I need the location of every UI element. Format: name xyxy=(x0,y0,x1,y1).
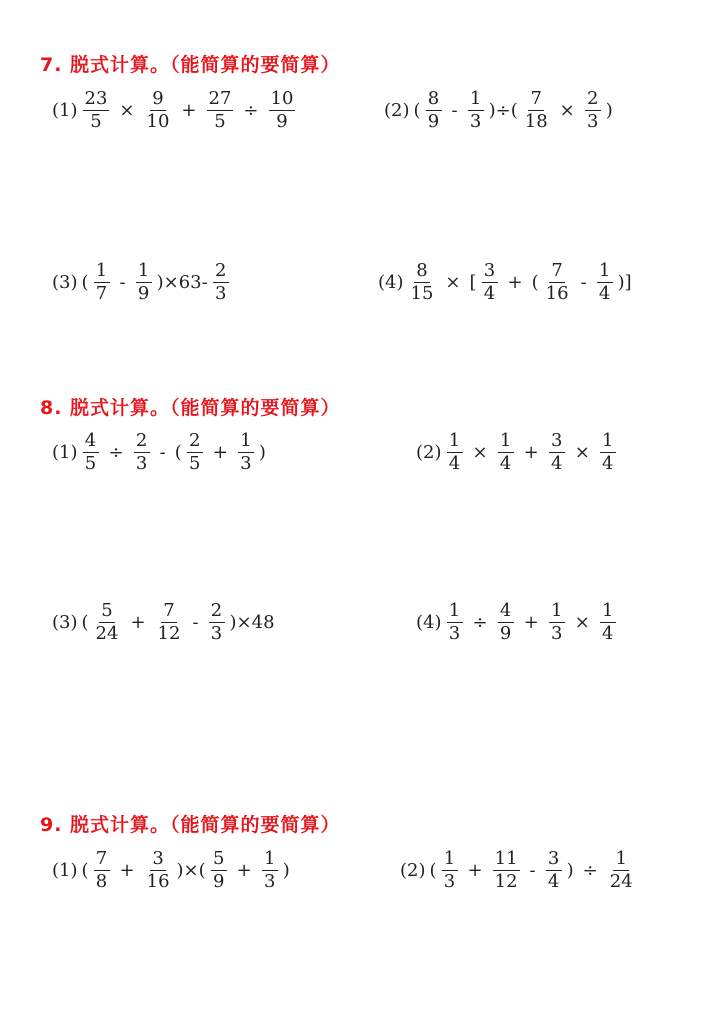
section-9-title: 9. 脱式计算。（能简算的要简算） xyxy=(40,814,341,836)
fraction xyxy=(549,599,565,644)
problem-8-2 xyxy=(416,430,619,474)
divide-sign: ÷ xyxy=(108,441,124,463)
fraction-numerator: 5 xyxy=(211,850,227,871)
minus-sign: - xyxy=(192,611,199,633)
problem-9-2 xyxy=(400,848,638,892)
fraction-numerator: 10 xyxy=(270,87,294,109)
fraction-denominator: 18 xyxy=(524,110,548,132)
fraction-numerator: 1 xyxy=(447,432,463,453)
fraction-denominator: 8 xyxy=(95,870,108,892)
fraction-numerator: 1 xyxy=(597,262,613,283)
fraction-denominator: 24 xyxy=(95,622,119,644)
fraction xyxy=(187,429,203,474)
fraction xyxy=(447,429,463,474)
bracket-symbol: ( xyxy=(81,271,89,293)
minus-sign: - xyxy=(451,99,458,121)
fraction-denominator: 5 xyxy=(84,452,97,474)
fraction xyxy=(442,847,458,892)
fraction xyxy=(498,429,514,474)
fraction-denominator: 9 xyxy=(427,110,440,132)
fraction-numerator: 3 xyxy=(150,850,166,871)
fraction xyxy=(585,87,601,132)
minus-sign: - xyxy=(580,271,587,293)
problem-number: (3) xyxy=(52,271,78,293)
bracket-symbol: )×48 xyxy=(229,611,275,633)
fraction-denominator: 5 xyxy=(214,110,226,132)
fraction-numerator: 9 xyxy=(150,90,166,111)
bracket-symbol: ) xyxy=(566,859,574,881)
fraction-numerator: 2 xyxy=(209,602,225,623)
times-sign: × xyxy=(472,441,488,463)
problem-number: (1) xyxy=(52,859,78,881)
divide-sign: ÷ xyxy=(472,611,488,633)
bracket-symbol: ) xyxy=(258,441,266,463)
fraction xyxy=(447,599,463,644)
fraction-numerator: 2 xyxy=(187,432,203,453)
fraction-numerator: 8 xyxy=(426,90,442,111)
fraction-denominator: 10 xyxy=(146,110,170,132)
problem-7-4 xyxy=(378,260,634,304)
fraction xyxy=(544,259,571,304)
bracket-symbol: ) xyxy=(605,99,613,121)
fraction-numerator: 1 xyxy=(262,850,278,871)
fraction-numerator: 7 xyxy=(94,850,110,871)
problem-number: (2) xyxy=(416,441,442,463)
fraction xyxy=(523,87,550,132)
minus-sign: - xyxy=(529,859,536,881)
plus-sign: + xyxy=(212,441,228,463)
fraction-numerator: 3 xyxy=(546,850,562,871)
bracket-symbol: [ xyxy=(469,271,477,293)
fraction-denominator: 15 xyxy=(410,282,434,304)
fraction-denominator: 24 xyxy=(609,870,633,892)
fraction-numerator: 7 xyxy=(549,262,565,283)
fraction xyxy=(482,259,498,304)
problem-9-1 xyxy=(52,848,292,892)
fraction xyxy=(597,259,613,304)
plus-sign: + xyxy=(523,611,539,633)
fraction-numerator: 1 xyxy=(238,432,254,453)
fraction-numerator: 1 xyxy=(613,850,629,871)
fraction-numerator: 2 xyxy=(213,262,229,283)
fraction-numerator: 1 xyxy=(136,262,152,283)
problem-8-1 xyxy=(52,430,268,474)
times-sign: × xyxy=(445,271,461,293)
bracket-symbol: ( xyxy=(531,271,539,293)
fraction-numerator: 1 xyxy=(600,602,616,623)
fraction-numerator: 5 xyxy=(99,602,115,623)
times-sign: × xyxy=(574,611,590,633)
fraction xyxy=(608,847,635,892)
fraction-denominator: 3 xyxy=(443,870,456,892)
problem-number: (1) xyxy=(52,441,78,463)
plus-sign: + xyxy=(119,859,135,881)
fraction-numerator: 23 xyxy=(84,87,108,109)
fraction-numerator: 1 xyxy=(600,432,616,453)
fraction-denominator: 9 xyxy=(212,870,225,892)
fraction xyxy=(94,847,110,892)
bracket-symbol: ( xyxy=(81,611,89,633)
fraction-numerator: 1 xyxy=(94,262,110,283)
fraction xyxy=(145,847,172,892)
fraction-denominator: 3 xyxy=(469,110,482,132)
fraction-denominator: 4 xyxy=(550,452,563,474)
fraction-denominator: 12 xyxy=(157,622,181,644)
problem-8-3 xyxy=(52,600,277,644)
fraction-denominator: 9 xyxy=(499,622,512,644)
fraction-denominator: 7 xyxy=(95,282,108,304)
problem-8-4 xyxy=(416,600,619,644)
fraction-denominator: 5 xyxy=(188,452,201,474)
fraction xyxy=(468,87,484,132)
section-7-title: 7. 脱式计算。（能简算的要简算） xyxy=(40,54,341,76)
fraction-denominator: 9 xyxy=(137,282,150,304)
fraction-denominator: 4 xyxy=(547,870,560,892)
fraction-denominator: 3 xyxy=(587,110,599,132)
minus-sign: - xyxy=(119,271,126,293)
fraction-numerator: 1 xyxy=(447,602,463,623)
fraction xyxy=(156,599,183,644)
fraction-denominator: 3 xyxy=(550,622,563,644)
fraction xyxy=(409,259,436,304)
fraction-denominator: 4 xyxy=(598,282,611,304)
plus-sign: + xyxy=(130,611,146,633)
plus-sign: + xyxy=(523,441,539,463)
fraction-numerator: 7 xyxy=(528,90,544,111)
fraction-numerator: 8 xyxy=(414,262,430,283)
fraction xyxy=(262,847,278,892)
bracket-symbol: )÷( xyxy=(488,99,518,121)
bracket-symbol: )] xyxy=(617,271,632,293)
bracket-symbol: ( xyxy=(429,859,437,881)
fraction xyxy=(145,87,172,132)
fraction xyxy=(238,429,254,474)
fraction-denominator: 4 xyxy=(499,452,512,474)
fraction-numerator: 3 xyxy=(482,262,498,283)
fraction xyxy=(426,87,442,132)
fraction-numerator: 1 xyxy=(549,602,565,623)
divide-sign: ÷ xyxy=(243,99,259,121)
plus-sign: + xyxy=(236,859,252,881)
fraction-denominator: 3 xyxy=(210,622,223,644)
bracket-symbol: )×( xyxy=(176,859,206,881)
problem-number: (3) xyxy=(52,611,78,633)
problem-number: (1) xyxy=(52,99,78,121)
times-sign: × xyxy=(574,441,590,463)
fraction xyxy=(94,259,110,304)
problem-number: (2) xyxy=(384,99,410,121)
fraction xyxy=(136,259,152,304)
fraction-numerator: 3 xyxy=(549,432,565,453)
fraction-numerator: 1 xyxy=(498,432,514,453)
fraction-denominator: 16 xyxy=(146,870,170,892)
fraction-numerator: 7 xyxy=(161,602,177,623)
fraction-denominator: 9 xyxy=(276,110,288,132)
fraction xyxy=(498,599,514,644)
plus-sign: + xyxy=(181,99,197,121)
fraction-numerator: 1 xyxy=(468,90,484,111)
fraction xyxy=(493,847,520,892)
fraction xyxy=(134,429,150,474)
fraction xyxy=(600,599,616,644)
bracket-symbol: ( xyxy=(81,859,89,881)
fraction-denominator: 16 xyxy=(545,282,569,304)
fraction xyxy=(94,599,121,644)
fraction-denominator: 3 xyxy=(448,622,461,644)
fraction-denominator: 3 xyxy=(240,452,252,474)
fraction-numerator: 1 xyxy=(442,850,458,871)
times-sign: × xyxy=(119,99,135,121)
fraction xyxy=(83,87,110,132)
fraction xyxy=(600,429,616,474)
times-sign: × xyxy=(559,99,575,121)
problem-7-3 xyxy=(52,260,232,304)
problem-number: (4) xyxy=(416,611,442,633)
fraction xyxy=(213,259,229,304)
fraction xyxy=(211,847,227,892)
problem-number: (4) xyxy=(378,271,404,293)
fraction-denominator: 4 xyxy=(448,452,461,474)
fraction xyxy=(207,87,234,132)
fraction-numerator: 4 xyxy=(498,602,514,623)
bracket-symbol: )×63- xyxy=(156,271,208,293)
fraction-denominator: 4 xyxy=(602,452,614,474)
fraction xyxy=(209,599,225,644)
fraction-denominator: 4 xyxy=(602,622,614,644)
plus-sign: + xyxy=(467,859,483,881)
bracket-symbol: ) xyxy=(282,859,290,881)
fraction-denominator: 3 xyxy=(135,452,148,474)
fraction xyxy=(83,429,99,474)
bracket-symbol: ( xyxy=(174,441,182,463)
section-8-title: 8. 脱式计算。（能简算的要简算） xyxy=(40,397,341,419)
problem-7-1 xyxy=(52,88,298,132)
fraction-numerator: 4 xyxy=(83,432,99,453)
fraction-numerator: 2 xyxy=(134,432,150,453)
fraction-denominator: 3 xyxy=(264,870,276,892)
fraction-numerator: 2 xyxy=(585,90,601,111)
plus-sign: + xyxy=(507,271,523,293)
fraction-denominator: 4 xyxy=(483,282,496,304)
fraction-numerator: 27 xyxy=(208,87,232,109)
divide-sign: ÷ xyxy=(582,859,598,881)
problem-7-2 xyxy=(384,88,615,132)
fraction-denominator: 3 xyxy=(214,282,227,304)
fraction xyxy=(549,429,565,474)
bracket-symbol: ( xyxy=(413,99,421,121)
fraction-denominator: 12 xyxy=(494,870,518,892)
fraction xyxy=(546,847,562,892)
fraction xyxy=(269,87,296,132)
problem-number: (2) xyxy=(400,859,426,881)
fraction-numerator: 11 xyxy=(494,847,518,869)
fraction-denominator: 5 xyxy=(90,110,102,132)
minus-sign: - xyxy=(159,441,166,463)
